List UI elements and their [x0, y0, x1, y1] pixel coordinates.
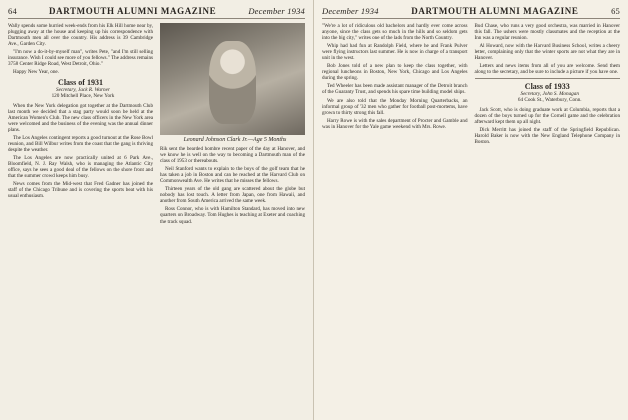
paragraph: Al Howard, now with the Harvard Business School, writes a cheery letter, complaining only that the winter sports are not what they are in Hanover. — [474, 43, 620, 62]
left-columns — [8, 23, 305, 227]
paragraph: Jack Scott, who is doing graduate work at Columbia, reports that a dozen of the boys turned up for the Cornell game and the celebration afterward kept them up all night. — [474, 106, 620, 125]
baby-photo — [160, 23, 305, 135]
paragraph: Dick Merritt has joined the staff of the Springfield Republican. Harold Baker is now with the New England Telephone Company in Boston. — [474, 126, 620, 145]
photo-caption: Leonard Johnson Clark Jr.—Age 5 Months — [183, 137, 287, 143]
left-column-1 — [8, 23, 153, 227]
class-heading: Class of 1931 — [58, 78, 103, 88]
right-running-head — [322, 6, 620, 19]
paragraph: News comes from the Mid-west that Fred Gadner has joined the staff of the Chicago Tribune and is covering the sports beat with his usual enthusiasm. — [8, 181, 153, 200]
right-page — [314, 0, 628, 420]
paragraph: When the New York delegation got together at the Dartmouth Club last month we decided that a stag party would soon be held at the American Women's Club. The new class officers in the New York area were welcomed and the business of the evening was the annual dinner plans. — [8, 102, 153, 133]
paragraph: Happy New Year, one. — [13, 69, 59, 76]
right-column-2 — [475, 23, 621, 147]
paragraph: Bud Chase, who runs a very good orchestra, was married in Hanover this fall. The ushers were mostly classmates and the reception at the Inn was a regular reunion. — [474, 23, 620, 42]
class-secretary: Secretary, Jack R. Warner — [56, 87, 110, 94]
paragraph: Thirteen years of the old gang are scattered about the globe but nobody has lost touch. A letter from Japan, one from Hawaii, and another from South America arrived the same week. — [160, 186, 305, 205]
right-page-date: December 1934 — [322, 6, 379, 16]
left-page-date: December 1934 — [248, 6, 305, 16]
paragraph: Ross Connor, who is with Hamilton Standard, has moved into new quarters on Broadway. Tom Hughes is teaching at Exeter and coaching the track squad. — [160, 206, 305, 225]
baby-figure — [209, 41, 255, 124]
paragraph: Letters and news items from all of you are welcome. Send them along to the secretary, and be sure to include a picture if you have one. — [474, 63, 620, 76]
left-column-2 — [160, 23, 305, 227]
paragraph: Whip had had fun at Randolph Field, where he and Frank Pulver were flying instructors last summer. He is now in charge of a transport unit in the west. — [322, 43, 468, 62]
class-address: 64 Cook St., Waterbury, Conn. — [517, 97, 582, 104]
paragraph: Ted Wheeler has been made assistant manager of the Detroit branch of the Guaranty Trust, and spends his spare time building model ships. — [322, 83, 468, 96]
class-address: 120 Mitchell Place, New York — [51, 93, 115, 100]
paragraph: We are also told that the Monday Morning Quarterbacks, an informal group of '32 men who gather for football post-mortems, have grown to thirty strong this fall. — [322, 97, 468, 116]
paragraph: Neil Stanford wants to explain to the boys of the golf team that he has taken a job in Boston and can be reached at the Harvard Club on Commonwealth Ave. He writes that he misses the fellows. — [160, 166, 305, 185]
left-page-number: 64 — [8, 6, 17, 16]
right-running-title: DARTMOUTH ALUMNI MAGAZINE — [411, 6, 579, 16]
class-heading: Class of 1933 — [524, 82, 570, 92]
class-secretary: Secretary, John S. Monagan — [520, 91, 579, 98]
paragraph: The Los Angeles contingent reports a good turnout at the Rose Bowl reunion, and Bill Wilbur writes from the coast that the gang is thriving despite the weather. — [8, 134, 153, 153]
paragraph: "I'm now a do-it-by-myself man", writes Pete, "and I'm still selling insurance. Wish I could see more of you fellows." The address remains 3758 Center Ridge Road, West Detroit, Ohio." — [8, 49, 153, 68]
right-columns — [322, 23, 620, 147]
left-running-head — [8, 6, 305, 19]
paragraph: Harry Rowe is with the sales department of Procter and Gamble and was in Hanover for the Yale game weekend with Mrs. Rowe. — [322, 117, 468, 130]
section-divider — [475, 78, 621, 79]
paragraph: "We're a lot of ridiculous old bachelors and hardly ever come across anyone, since the class gets so much in the hills and so seldom gets into the big city," writes one of the lads from the North Country. — [322, 23, 468, 42]
right-column-1 — [322, 23, 468, 147]
paragraph: Rik sent the bearded hombre recent paper of the day at Hanover, and we know he is well on the way to becoming a Dartmouth man of the class of 1953 or thereabouts. — [160, 146, 305, 165]
paragraph: The Los Angeles are now practically united at 6 Park Ave., Bloomfield, N. J. Ray Walsh, who is managing the Atlantic City office, says he sees a good deal of the fellows on the shore front and that the summer crowd keeps him busy. — [8, 154, 153, 180]
paragraph: Bob Jones told of a new plan to keep the class together, with regional luncheons in Boston, New York, Chicago and Los Angeles during the spring. — [322, 63, 468, 82]
paragraph: Wally spends some hurried week-ends from his Elk Hill home near by, plugging away at the house and keeping up his correspondence with Dartmouth men all over the country. His address is 39 Cambridge Ave., Garden City. — [8, 23, 153, 48]
right-page-number: 65 — [611, 6, 620, 16]
left-running-title: DARTMOUTH ALUMNI MAGAZINE — [49, 6, 217, 16]
